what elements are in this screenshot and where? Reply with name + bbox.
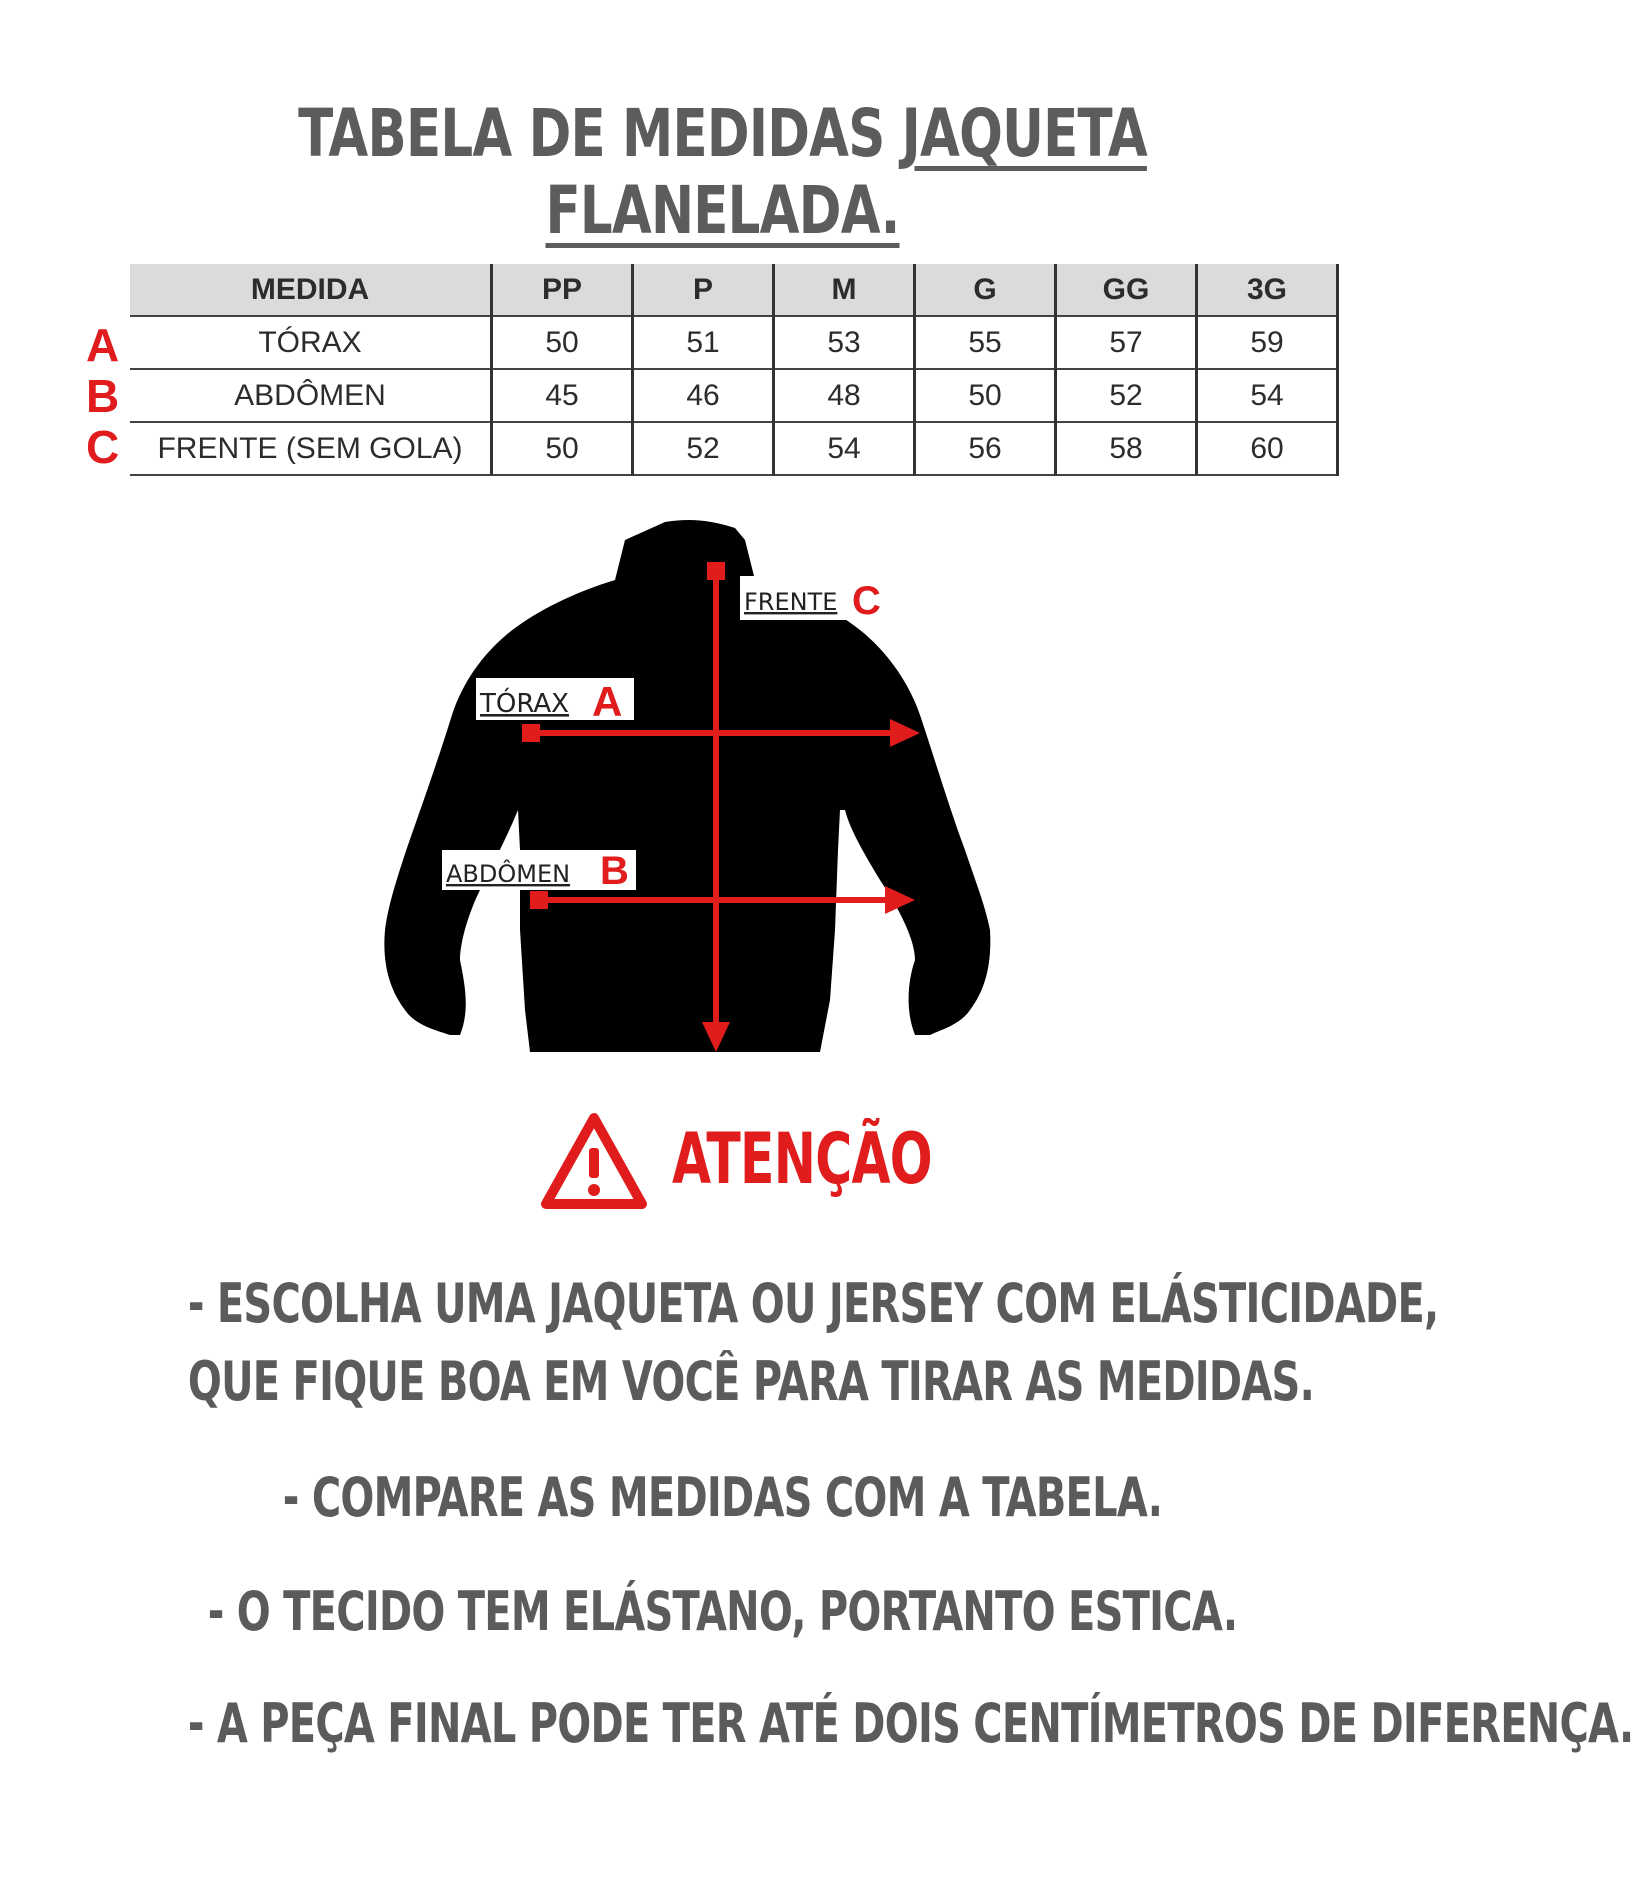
cell: 58 [1056, 422, 1197, 475]
row-label: ABDÔMEN [130, 369, 492, 422]
note-line-1: - ESCOLHA UMA JAQUETA OU JERSEY COM ELÁSTICIDADE, [187, 1272, 1439, 1335]
table-row [130, 422, 1338, 475]
title-part-2: JAQUETA FLANELADA. [545, 95, 1147, 249]
cell: 53 [774, 316, 915, 369]
cell: 59 [1197, 316, 1338, 369]
note-line-2: QUE FIQUE BOA EM VOCÊ PARA TIRAR AS MEDIDAS. [187, 1350, 1315, 1413]
cell: 52 [1056, 369, 1197, 422]
abdomen-label: ABDÔMEN [446, 860, 571, 888]
table-row [130, 316, 1338, 369]
cell: 54 [1197, 369, 1338, 422]
header-gg: GG [1056, 264, 1197, 316]
cell: 45 [492, 369, 633, 422]
cell: 50 [492, 316, 633, 369]
cell: 52 [633, 422, 774, 475]
cell: 51 [633, 316, 774, 369]
warning-triangle-icon [538, 1110, 650, 1214]
row-label: FRENTE (SEM GOLA) [130, 422, 492, 475]
row-label: TÓRAX [130, 316, 492, 369]
note-line-3: - COMPARE AS MEDIDAS COM A TABELA. [282, 1466, 1163, 1529]
header-m: M [774, 264, 915, 316]
cell: 46 [633, 369, 774, 422]
torax-label: TÓRAX [480, 689, 569, 719]
header-medida: MEDIDA [130, 264, 492, 316]
cell: 57 [1056, 316, 1197, 369]
header-pp: PP [492, 264, 633, 316]
cell: 54 [774, 422, 915, 475]
frente-letter: C [852, 579, 881, 623]
title-part-1: TABELA DE MEDIDAS [298, 95, 902, 172]
header-g: G [915, 264, 1056, 316]
note-line-4: - O TECIDO TEM ELÁSTANO, PORTANTO ESTICA. [207, 1580, 1238, 1643]
table-header-row [130, 264, 1338, 316]
cell: 50 [915, 369, 1056, 422]
abdomen-letter: B [600, 849, 629, 893]
cell: 60 [1197, 422, 1338, 475]
cell: 50 [492, 422, 633, 475]
frente-label: FRENTE [744, 588, 838, 616]
header-p: P [633, 264, 774, 316]
page-title [159, 95, 1286, 249]
cell: 55 [915, 316, 1056, 369]
jacket-silhouette [384, 520, 990, 1052]
cell: 56 [915, 422, 1056, 475]
jacket-diagram [360, 510, 1090, 1070]
table-row [130, 369, 1338, 422]
note-line-5: - A PEÇA FINAL PODE TER ATÉ DOIS CENTÍMETROS DE DIFERENÇA. [187, 1692, 1633, 1755]
row-letter-a: A [86, 319, 120, 371]
attention-label: ATENÇÃO [672, 1118, 932, 1200]
torax-letter: A [592, 678, 623, 725]
size-table [130, 264, 1339, 476]
cell: 48 [774, 369, 915, 422]
row-letter-b: B [86, 370, 120, 422]
header-3g: 3G [1197, 264, 1338, 316]
row-letter-c: C [86, 421, 120, 473]
